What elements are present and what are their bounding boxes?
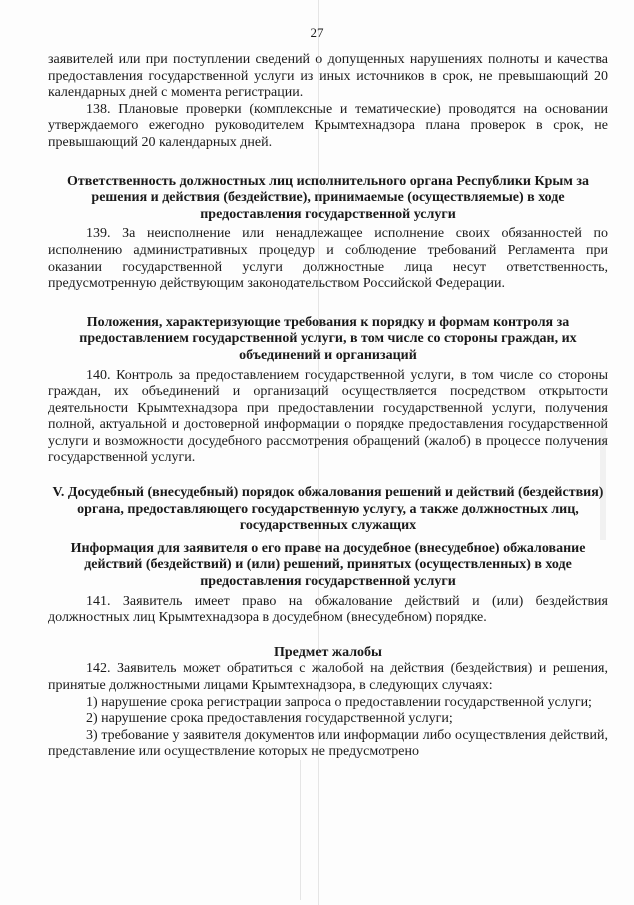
section-heading: Информация для заявителя о его праве на досудебное (внесудебное) обжалование действий (бездействий) и (или) решений, принятых (осуществленных) в ходе предоставления государственной услуги: [70, 540, 586, 590]
scan-artifact: [600, 420, 606, 540]
scan-artifact: [300, 760, 301, 900]
paragraph: 3) требование у заявителя документов или информации либо осуществления действий, представление или осуществление которых не предусмотрено: [48, 727, 608, 760]
paragraph: заявителей или при поступлении сведений о допущенных нарушениях полноты и качества предоставления государственной услуги из иных источников в срок, не превышающий 20 календарных дней с момента регистрации.: [48, 52, 608, 101]
section-heading: Положения, характеризующие требования к порядку и формам контроля за предоставлением государственной услуги, в том числе со стороны граждан, их объединений и организаций: [79, 314, 577, 363]
paragraph: 140. Контроль за предоставлением государственной услуги, в том числе со стороны граждан, их объединений и организаций осуществляется посредством открытости деятельности Крымтехнадзора при предоставлении государственной услуги, получения полной, актуальной и достоверной информации о порядке предоставления государственной услуги и возможности досудебного рассмотрения обращений (жалоб) в процессе получения государственной услуги.: [48, 367, 608, 466]
section-heading: V. Досудебный (внесудебный) порядок обжалования решений и действий (бездействия) органа, предоставляющего государственную услугу, а также должностных лиц, государственных служащих: [52, 485, 604, 534]
paragraph: 138. Плановые проверки (комплексные и тематические) проводятся на основании утверждаемого ежегодно руководителем Крымтехнадзора плана проверок в срок, не превышающий 20 календарных дней.: [48, 101, 608, 150]
spacer: [48, 467, 608, 485]
paragraph: 142. Заявитель может обратиться с жалобой на действия (бездействия) и решения, принятые должностными лицами Крымтехнадзора, в следующих случаях:: [48, 661, 608, 693]
paragraph: 141. Заявитель имеет право на обжалование действий и (или) бездействия должностных лиц Крымтехнадзора в досудебном (внесудебном) порядке.: [48, 593, 608, 626]
document-body: [48, 52, 608, 761]
paragraph: 1) нарушение срока регистрации запроса о предоставлении государственной услуги;: [86, 694, 592, 710]
section-heading: Предмет жалобы: [274, 644, 382, 660]
paragraph: 2) нарушение срока предоставления государственной услуги;: [86, 711, 453, 727]
page-number: 27: [310, 25, 324, 40]
spacer: [48, 627, 608, 645]
spacer: [48, 293, 608, 315]
section-heading: Ответственность должностных лиц исполнительного органа Республики Крым за решения и действия (бездействие), принимаемые (осуществляемые) в ходе предоставления государственной услуги: [67, 173, 589, 222]
spacer: [48, 152, 608, 174]
scan-artifact: [318, 0, 319, 905]
paragraph: 139. За неисполнение или ненадлежащее исполнение своих обязанностей по исполнению административных процедур и соблюдение требований Регламента при оказании государственной услуги должностные лица несут ответственность, предусмотренную действующим законодательством Российской Федерации.: [48, 226, 608, 292]
